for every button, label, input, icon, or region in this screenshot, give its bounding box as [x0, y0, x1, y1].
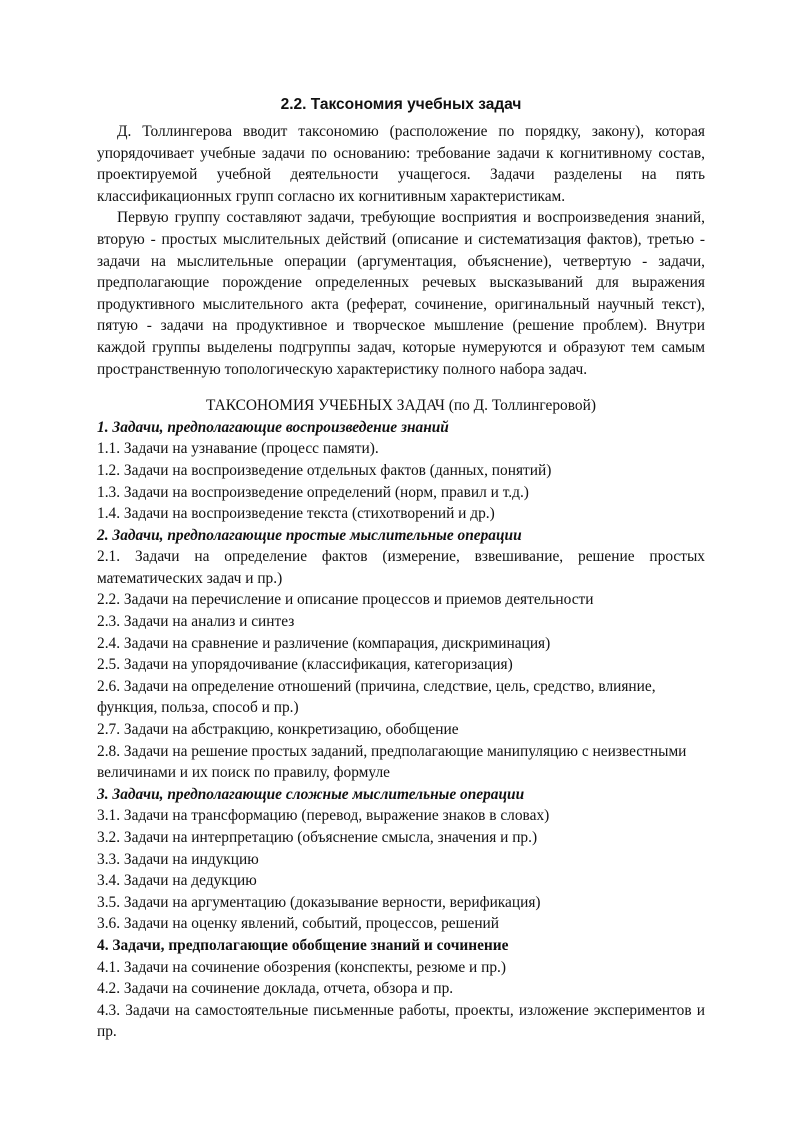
- list-item: 1.2. Задачи на воспроизведение отдельных фактов (данных, понятий): [97, 461, 552, 479]
- groups-paragraph: Первую группу составляют задачи, требующие восприятия и воспроизведения знаний, вторую - простых мыслительных действий (описание и систематизация фактов), третью - задачи на мыслительные операции (аргументация, объяснение), четвертую - задачи, предполагающие порождение определенных речевых высказываний для выражения продуктивного мыслительного акта (реферат, сочинение, оригинальный научный текст), пятую - задачи на продуктивное и творческое мышление (решение проблем). Внутри каждой группы выделены подгруппы задач, которые нумеруются и образуют тем самым пространственную топологическую характеристику полного набора задач.: [97, 209, 705, 378]
- list-item: 2.5. Задачи на упорядочивание (классификация, категоризация): [97, 656, 513, 674]
- taxonomy-list: [97, 417, 705, 1043]
- group-heading-4: 4. Задачи, предполагающие обобщение знаний и сочинение: [97, 936, 509, 954]
- list-item: 2.6. Задачи на определение отношений (причина, следствие, цель, средство, влияние, функция, польза, способ и пр.): [97, 677, 656, 717]
- list-item: 1.1. Задачи на узнавание (процесс памяти).: [97, 440, 379, 458]
- intro-paragraph: Д. Толлингерова вводит таксономию (расположение по порядку, закону), которая упорядочивает учебные задачи по основанию: требование задачи к когнитивному состав, проектируемой учебной деятельности учащегося. Задачи разделены на пять классификационных групп согласно их когнитивным характеристикам.: [97, 123, 705, 205]
- list-item: 2.1. Задачи на определение фактов (измерение, взвешивание, решение простых математических задач и пр.): [97, 548, 705, 587]
- list-item: 3.5. Задачи на аргументацию (доказывание верности, верификация): [97, 893, 541, 911]
- list-item: 2.4. Задачи на сравнение и различение (компарация, дискриминация): [97, 634, 551, 652]
- list-item: 1.4. Задачи на воспроизведение текста (стихотворений и др.): [97, 505, 495, 523]
- list-item: 2.7. Задачи на абстракцию, конкретизацию, обобщение: [97, 721, 459, 739]
- section-title: 2.2. Таксономия учебных задач: [280, 96, 522, 113]
- list-item: 3.1. Задачи на трансформацию (перевод, выражение знаков в словах): [97, 807, 550, 825]
- taxonomy-title: ТАКСОНОМИЯ УЧЕБНЫХ ЗАДАЧ (по Д. Толлингеровой): [206, 397, 596, 415]
- list-item: 2.2. Задачи на перечисление и описание процессов и приемов деятельности: [97, 591, 594, 609]
- group-heading-3: 3. Задачи, предполагающие сложные мыслительные операции: [97, 785, 525, 803]
- list-item: 3.3. Задачи на индукцию: [97, 850, 259, 868]
- list-item: 4.1. Задачи на сочинение обозрения (конспекты, резюме и пр.): [97, 958, 506, 976]
- list-item: 4.3. Задачи на самостоятельные письменные работы, проекты, изложение экспериментов и пр.: [97, 1001, 705, 1041]
- list-item: 3.4. Задачи на дедукцию: [97, 872, 257, 890]
- document-page: [97, 92, 705, 1043]
- list-item: 4.2. Задачи на сочинение доклада, отчета, обзора и пр.: [97, 980, 454, 998]
- group-heading-1: 1. Задачи, предполагающие воспроизведение знаний: [97, 418, 449, 436]
- group-heading-2: 2. Задачи, предполагающие простые мыслительные операции: [97, 526, 522, 544]
- list-item: 2.3. Задачи на анализ и синтез: [97, 613, 295, 631]
- list-item: 3.2. Задачи на интерпретацию (объяснение смысла, значения и пр.): [97, 829, 538, 846]
- list-item: 2.8. Задачи на решение простых заданий, предполагающие манипуляцию с неизвестными величинами и их поиск по правилу, формуле: [97, 742, 687, 782]
- list-item: 1.3. Задачи на воспроизведение определений (норм, правил и т.д.): [97, 483, 529, 501]
- list-item: 3.6. Задачи на оценку явлений, событий, процессов, решений: [97, 915, 500, 933]
